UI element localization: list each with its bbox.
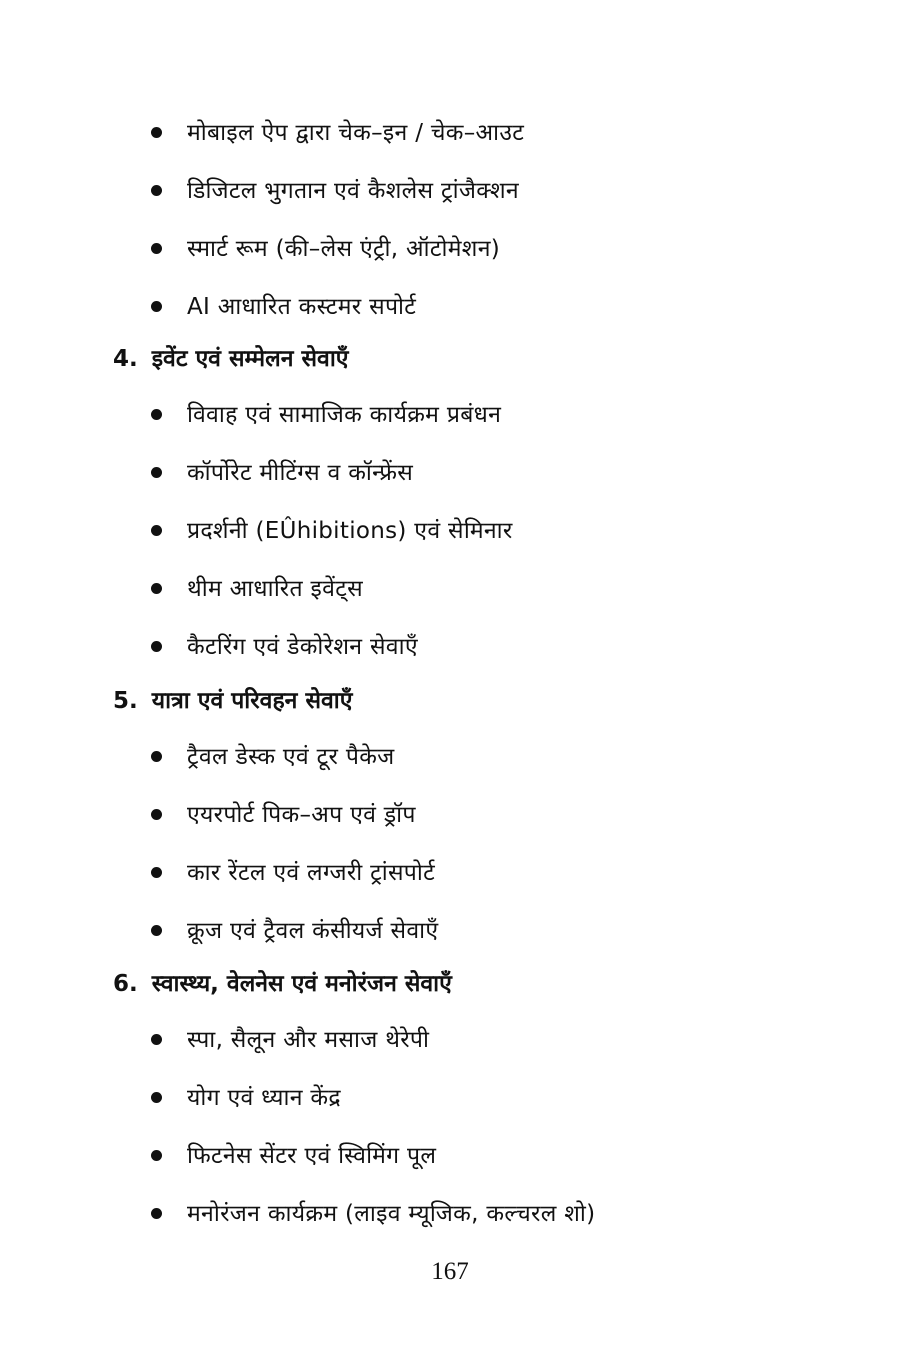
section-number: 4. xyxy=(113,346,138,372)
bullet-icon xyxy=(151,525,162,536)
list-item-text: फिटनेस सेंटर एवं स्विमिंग पूल xyxy=(187,1143,437,1169)
section-heading xyxy=(0,967,900,1015)
list-item xyxy=(0,564,900,622)
bullet-icon xyxy=(151,243,162,254)
list-item xyxy=(0,506,900,564)
list-item xyxy=(0,390,900,448)
list-item xyxy=(0,448,900,506)
list-item xyxy=(0,1189,900,1247)
list-item-text: विवाह एवं सामाजिक कार्यक्रम प्रबंधन xyxy=(187,402,502,428)
bullet-icon xyxy=(151,583,162,594)
list-item-text: योग एवं ध्यान केंद्र xyxy=(187,1085,341,1111)
bullet-list xyxy=(0,390,900,680)
list-item-text: कैटरिंग एवं डेकोरेशन सेवाएँ xyxy=(187,634,418,660)
list-item-text: स्पा, सैलून और मसाज थेरेपी xyxy=(187,1027,430,1053)
list-item-text: एयरपोर्ट पिक–अप एवं ड्रॉप xyxy=(187,802,416,828)
section-travel xyxy=(0,684,900,964)
section-number: 6. xyxy=(113,971,138,997)
bullet-icon xyxy=(151,1092,162,1103)
list-item xyxy=(0,282,900,340)
list-item-text: मोबाइल ऐप द्वारा चेक–इन / चेक–आउट xyxy=(187,120,525,146)
bullet-icon xyxy=(151,1150,162,1161)
list-item-text: स्मार्ट रूम (की–लेस एंट्री, ऑटोमेशन) xyxy=(187,236,501,262)
section-title: यात्रा एवं परिवहन सेवाएँ xyxy=(151,688,353,714)
bullet-icon xyxy=(151,301,162,312)
bullet-icon xyxy=(151,409,162,420)
list-item-text: थीम आधारित इवेंट्स xyxy=(187,576,363,602)
list-item xyxy=(0,224,900,282)
list-item-text: डिजिटल भुगतान एवं कैशलेस ट्रांजैक्शन xyxy=(187,178,519,204)
list-item xyxy=(0,848,900,906)
list-item xyxy=(0,906,900,964)
bullet-icon xyxy=(151,467,162,478)
list-item xyxy=(0,790,900,848)
bullet-icon xyxy=(151,809,162,820)
bullet-list-intro xyxy=(0,108,900,340)
section-heading xyxy=(0,684,900,732)
list-item xyxy=(0,1015,900,1073)
section-events xyxy=(0,342,900,680)
list-item-text: प्रदर्शनी (EÛhibitions) एवं सेमिनार xyxy=(187,518,513,544)
list-item xyxy=(0,622,900,680)
bullet-icon xyxy=(151,1034,162,1045)
list-item xyxy=(0,1073,900,1131)
bullet-list xyxy=(0,1015,900,1247)
bullet-list xyxy=(0,732,900,964)
bullet-icon xyxy=(151,127,162,138)
section-number: 5. xyxy=(113,688,138,714)
list-item-text: कार रेंटल एवं लग्जरी ट्रांसपोर्ट xyxy=(187,860,436,886)
bullet-icon xyxy=(151,751,162,762)
list-item xyxy=(0,166,900,224)
page-number: 167 xyxy=(431,1258,469,1285)
bullet-icon xyxy=(151,1208,162,1219)
list-item-text: AI आधारित कस्टमर सपोर्ट xyxy=(187,294,417,320)
bullet-icon xyxy=(151,867,162,878)
section-title: इवेंट एवं सम्मेलन सेवाएँ xyxy=(151,346,349,372)
bullet-icon xyxy=(151,185,162,196)
section-wellness xyxy=(0,967,900,1247)
list-item xyxy=(0,732,900,790)
list-item xyxy=(0,1131,900,1189)
section-title: स्वास्थ्य, वेलनेस एवं मनोरंजन सेवाएँ xyxy=(151,971,452,997)
bullet-icon xyxy=(151,641,162,652)
list-item-text: कॉर्पोरेट मीटिंग्स व कॉन्फ्रेंस xyxy=(187,460,414,486)
section-heading xyxy=(0,342,900,390)
bullet-icon xyxy=(151,925,162,936)
list-item-text: मनोरंजन कार्यक्रम (लाइव म्यूजिक, कल्चरल शो) xyxy=(187,1201,596,1227)
list-item xyxy=(0,108,900,166)
list-item-text: क्रूज एवं ट्रैवल कंसीयर्ज सेवाएँ xyxy=(187,918,439,944)
list-item-text: ट्रैवल डेस्क एवं टूर पैकेज xyxy=(187,744,395,770)
